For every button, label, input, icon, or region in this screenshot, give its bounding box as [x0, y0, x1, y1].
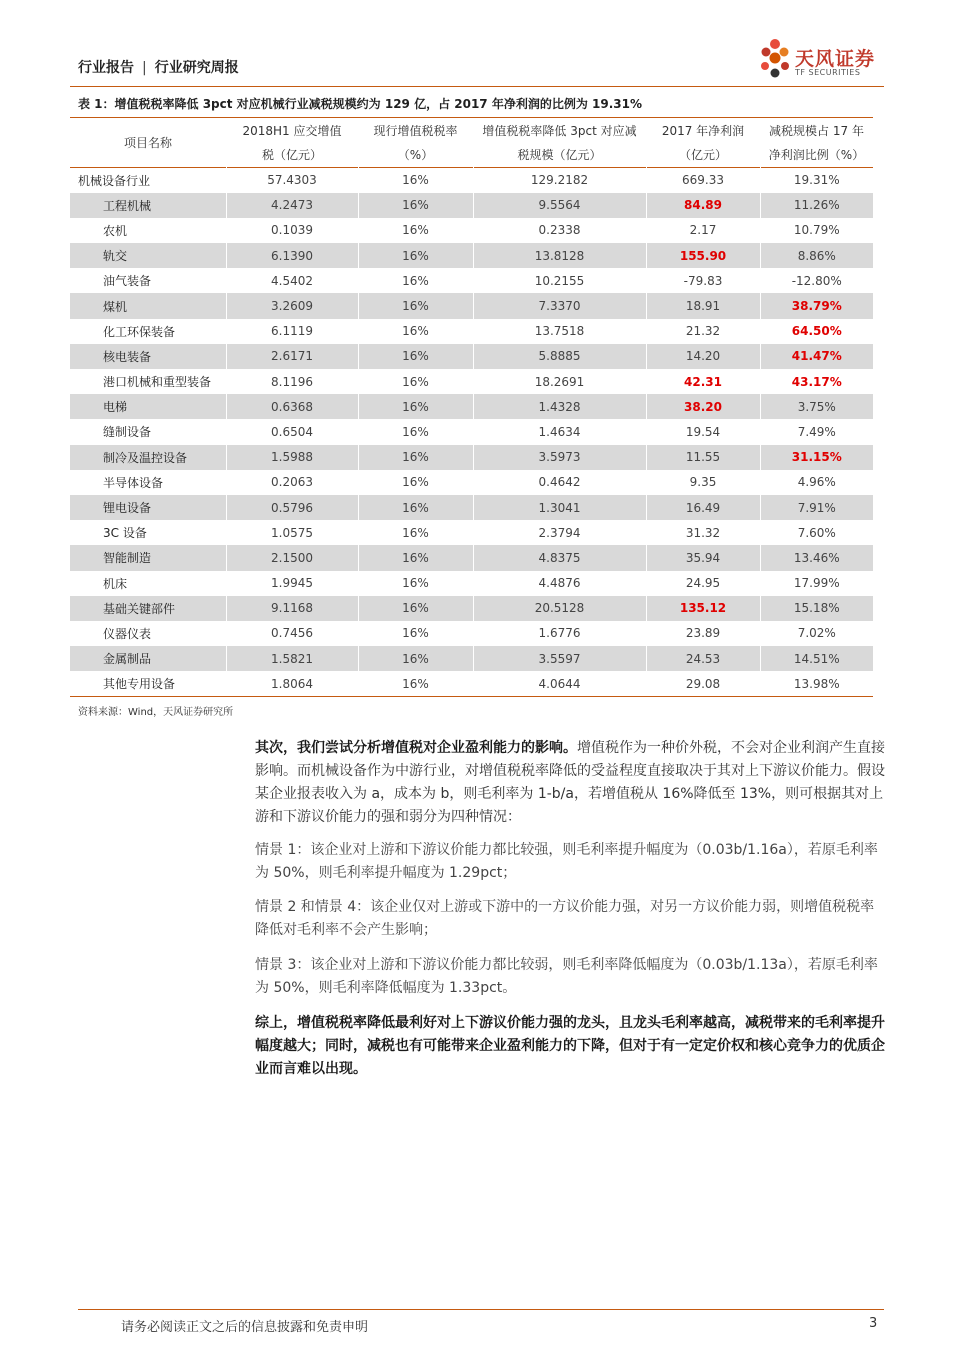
cell-net-profit: 155.90	[646, 243, 760, 268]
header-divider	[70, 86, 884, 87]
cell-tax-cut: 18.2691	[473, 369, 646, 394]
cell-vat: 0.2063	[226, 470, 358, 495]
cell-vat: 57.4303	[226, 168, 358, 193]
cell-ratio: 7.02%	[797, 626, 836, 641]
cell-rate: 16%	[358, 193, 473, 218]
cell-rate: 16%	[358, 268, 473, 293]
cell-vat: 0.6504	[226, 419, 358, 444]
cell-ratio: 13.46%	[760, 545, 873, 570]
cell-ratio: 10.79%	[793, 223, 840, 238]
cell-net-profit: 19.54	[646, 419, 760, 444]
cell-net-profit: 38.20	[646, 394, 760, 419]
cell-vat: 1.8064	[226, 671, 358, 696]
table-row	[70, 369, 873, 394]
cell-rate: 16%	[358, 344, 473, 369]
cell-item-name: 农机	[70, 218, 226, 243]
col-header-name: 项目名称	[123, 135, 172, 150]
table-row	[70, 394, 873, 419]
cell-net-profit: -79.83	[646, 268, 760, 293]
cell-item-name: 煤机	[70, 293, 226, 318]
cell-tax-cut: 0.2338	[473, 218, 646, 243]
cell-item-name: 核电装备	[70, 344, 226, 369]
table-row	[70, 571, 873, 596]
table-row	[70, 646, 873, 671]
table-row	[70, 268, 873, 293]
cell-rate: 16%	[358, 293, 473, 318]
cell-tax-cut: 9.5564	[473, 193, 646, 218]
table-row	[70, 470, 873, 495]
cell-rate: 16%	[358, 621, 473, 646]
cell-ratio: 15.18%	[760, 596, 873, 621]
cell-vat: 9.1168	[226, 596, 358, 621]
cell-tax-cut: 20.5128	[473, 596, 646, 621]
cell-net-profit: 23.89	[646, 621, 760, 646]
cell-ratio: -12.80%	[791, 273, 842, 288]
cell-item-name: 电梯	[70, 394, 226, 419]
table-caption: 表 1：增值税税率降低 3pct 对应机械行业减税规模约为 129 亿，占 2017 年净利润的比例为 19.31%	[78, 97, 642, 111]
paragraph-intro	[255, 737, 885, 829]
cell-net-profit: 135.12	[646, 596, 760, 621]
table-row	[70, 344, 873, 369]
table-row	[70, 319, 873, 344]
cell-ratio: 19.31%	[793, 173, 840, 188]
cell-tax-cut: 1.4634	[473, 419, 646, 444]
company-logo	[757, 36, 887, 82]
cell-tax-cut: 129.2182	[473, 168, 646, 193]
cell-item-name: 制冷及温控设备	[70, 445, 226, 470]
cell-vat: 4.5402	[226, 268, 358, 293]
cell-vat: 4.2473	[226, 193, 358, 218]
col-header-vat: 2018H1 应交增值税（亿元）	[242, 123, 342, 162]
cell-net-profit: 35.94	[646, 545, 760, 570]
col-header-ratio: 减税规模占 17 年净利润比例（%）	[768, 123, 865, 162]
cell-tax-cut: 3.5973	[473, 445, 646, 470]
cell-ratio: 17.99%	[793, 576, 840, 591]
cell-rate: 16%	[358, 495, 473, 520]
cell-vat: 2.6171	[226, 344, 358, 369]
cell-ratio: 13.98%	[760, 671, 873, 696]
cell-tax-cut: 3.5597	[473, 646, 646, 671]
paragraph-conclusion: 综上，增值税税率降低最利好对上下游议价能力强的龙头，且龙头毛利率越高，减税带来的毛利率提升幅度越大；同时，减税也有可能带来企业盈利能力的下降，但对于有一定定价权和核心竞争力的优质企业而言难以出现。	[255, 1015, 885, 1077]
header-category: 行业报告	[78, 60, 134, 76]
cell-item-name: 工程机械	[70, 193, 226, 218]
cell-tax-cut: 4.8375	[473, 545, 646, 570]
cell-net-profit: 16.49	[646, 495, 760, 520]
cell-tax-cut: 1.4328	[473, 394, 646, 419]
cell-rate: 16%	[358, 243, 473, 268]
table-row	[70, 671, 873, 696]
cell-vat: 0.7456	[226, 621, 358, 646]
cell-vat: 1.5821	[226, 646, 358, 671]
cell-item-name: 锂电设备	[70, 495, 226, 520]
cell-tax-cut: 1.3041	[473, 495, 646, 520]
cell-net-profit: 31.32	[646, 520, 760, 545]
cell-ratio: 8.86%	[760, 243, 873, 268]
flower-logo-icon	[757, 36, 793, 82]
cell-vat: 8.1196	[226, 369, 358, 394]
cell-tax-cut: 7.3370	[473, 293, 646, 318]
cell-item-name: 基础关键部件	[70, 596, 226, 621]
cell-ratio: 43.17%	[791, 374, 842, 389]
cell-tax-cut: 13.7518	[473, 319, 646, 344]
cell-vat: 6.1119	[226, 319, 358, 344]
cell-item-name: 半导体设备	[70, 470, 226, 495]
cell-item-name: 机床	[70, 571, 226, 596]
cell-rate: 16%	[358, 596, 473, 621]
cell-item-name: 缝制设备	[70, 419, 226, 444]
col-header-rate: 现行增值税税率（%）	[373, 123, 458, 162]
cell-vat: 0.1039	[226, 218, 358, 243]
cell-item-name: 其他专用设备	[70, 671, 226, 696]
cell-item-name: 智能制造	[70, 545, 226, 570]
tax-cut-table	[70, 117, 873, 697]
cell-ratio: 7.49%	[797, 424, 836, 439]
cell-item-name: 港口机械和重型装备	[70, 369, 226, 394]
table-row	[70, 193, 873, 218]
table-row	[70, 520, 873, 545]
paragraph-intro-text: 增值税作为一种价外税，不会对企业利润产生直接影响。而机械设备作为中游行业，对增值税税率降低的受益程度直接取决于其对上下游议价能力。假设某企业报表收入为 a，成本为 b，则毛利率为 1-b/a，若增值税从 16%降低至 13%，则可根据其对上游和下游议价能力的强和弱分为四种情况：	[255, 740, 885, 825]
header-report-type: 行业研究周报	[154, 60, 239, 76]
cell-net-profit: 21.32	[646, 319, 760, 344]
table-row	[70, 596, 873, 621]
table-row	[70, 419, 873, 444]
cell-rate: 16%	[358, 445, 473, 470]
cell-rate: 16%	[358, 319, 473, 344]
cell-tax-cut: 4.0644	[473, 671, 646, 696]
logo-english-name: TF SECURITIES	[795, 68, 861, 77]
footer-disclaimer: 请务必阅读正文之后的信息披露和免责申明	[121, 1320, 369, 1335]
cell-rate: 16%	[358, 168, 473, 193]
cell-net-profit: 9.35	[646, 470, 760, 495]
paragraph-scenario-1: 情景 1：该企业对上游和下游议价能力都比较强，则毛利率提升幅度为（0.03b/1.16a），若原毛利率为 50%，则毛利率提升幅度为 1.29pct；	[255, 842, 878, 881]
cell-rate: 16%	[358, 520, 473, 545]
cell-net-profit: 84.89	[646, 193, 760, 218]
table-source: 资料来源：Wind，天风证券研究所	[78, 707, 234, 718]
cell-tax-cut: 0.4642	[473, 470, 646, 495]
cell-ratio: 64.50%	[791, 324, 842, 339]
paragraph-scenario-2-4: 情景 2 和情景 4：该企业仅对上游或下游中的一方议价能力强，对另一方议价能力弱，则增值税税率降低对毛利率不会产生影响；	[255, 899, 875, 938]
table-row	[70, 168, 873, 193]
table-row	[70, 445, 873, 470]
cell-ratio: 3.75%	[760, 394, 873, 419]
cell-ratio: 38.79%	[760, 293, 873, 318]
table-row	[70, 293, 873, 318]
cell-rate: 16%	[358, 671, 473, 696]
cell-item-name: 油气装备	[70, 268, 226, 293]
cell-rate: 16%	[358, 470, 473, 495]
cell-net-profit: 29.08	[646, 671, 760, 696]
cell-ratio: 7.60%	[797, 525, 836, 540]
cell-net-profit: 24.53	[646, 646, 760, 671]
cell-net-profit: 42.31	[646, 369, 760, 394]
cell-ratio: 7.91%	[760, 495, 873, 520]
header-separator: |	[142, 60, 147, 76]
cell-ratio: 11.26%	[760, 193, 873, 218]
cell-rate: 16%	[358, 646, 473, 671]
cell-ratio: 14.51%	[760, 646, 873, 671]
paragraph-scenario-3: 情景 3：该企业对上游和下游议价能力都比较弱，则毛利率降低幅度为（0.03b/1.13a），若原毛利率为 50%，则毛利率降低幅度为 1.33pct。	[255, 957, 878, 996]
cell-net-profit: 2.17	[646, 218, 760, 243]
cell-tax-cut: 4.4876	[473, 571, 646, 596]
table-row	[70, 621, 873, 646]
table-row	[70, 495, 873, 520]
cell-tax-cut: 13.8128	[473, 243, 646, 268]
cell-tax-cut: 5.8885	[473, 344, 646, 369]
cell-net-profit: 11.55	[646, 445, 760, 470]
page-number: 3	[869, 1316, 878, 1331]
cell-item-name: 仪器仪表	[70, 621, 226, 646]
table-row	[70, 243, 873, 268]
table-row	[70, 545, 873, 570]
report-header	[78, 57, 239, 77]
cell-item-name: 3C 设备	[70, 520, 226, 545]
cell-rate: 16%	[358, 545, 473, 570]
cell-vat: 1.5988	[226, 445, 358, 470]
cell-net-profit: 669.33	[646, 168, 760, 193]
cell-vat: 3.2609	[226, 293, 358, 318]
col-header-profit: 2017 年净利润（亿元）	[661, 123, 745, 162]
cell-net-profit: 18.91	[646, 293, 760, 318]
cell-tax-cut: 2.3794	[473, 520, 646, 545]
cell-ratio: 31.15%	[760, 445, 873, 470]
cell-item-name: 金属制品	[70, 646, 226, 671]
cell-item-name: 机械设备行业	[70, 168, 226, 193]
cell-rate: 16%	[358, 571, 473, 596]
cell-rate: 16%	[358, 218, 473, 243]
footer-divider	[78, 1309, 884, 1310]
cell-vat: 6.1390	[226, 243, 358, 268]
table-header-row	[70, 118, 873, 168]
col-header-cut: 增值税税率降低 3pct 对应减税规模（亿元）	[482, 123, 637, 162]
cell-rate: 16%	[358, 394, 473, 419]
cell-rate: 16%	[358, 419, 473, 444]
cell-tax-cut: 10.2155	[473, 268, 646, 293]
table-row	[70, 218, 873, 243]
cell-net-profit: 14.20	[646, 344, 760, 369]
cell-vat: 1.9945	[226, 571, 358, 596]
cell-vat: 1.0575	[226, 520, 358, 545]
cell-vat: 0.6368	[226, 394, 358, 419]
cell-vat: 0.5796	[226, 495, 358, 520]
cell-ratio: 41.47%	[760, 344, 873, 369]
cell-ratio: 4.96%	[797, 475, 836, 490]
cell-net-profit: 24.95	[646, 571, 760, 596]
cell-rate: 16%	[358, 369, 473, 394]
cell-item-name: 轨交	[70, 243, 226, 268]
logo-chinese-name: 天风证券	[795, 48, 876, 70]
cell-item-name: 化工环保装备	[70, 319, 226, 344]
cell-vat: 2.1500	[226, 545, 358, 570]
cell-tax-cut: 1.6776	[473, 621, 646, 646]
paragraph-intro-lead: 其次，我们尝试分析增值税对企业盈利能力的影响。	[255, 740, 577, 756]
